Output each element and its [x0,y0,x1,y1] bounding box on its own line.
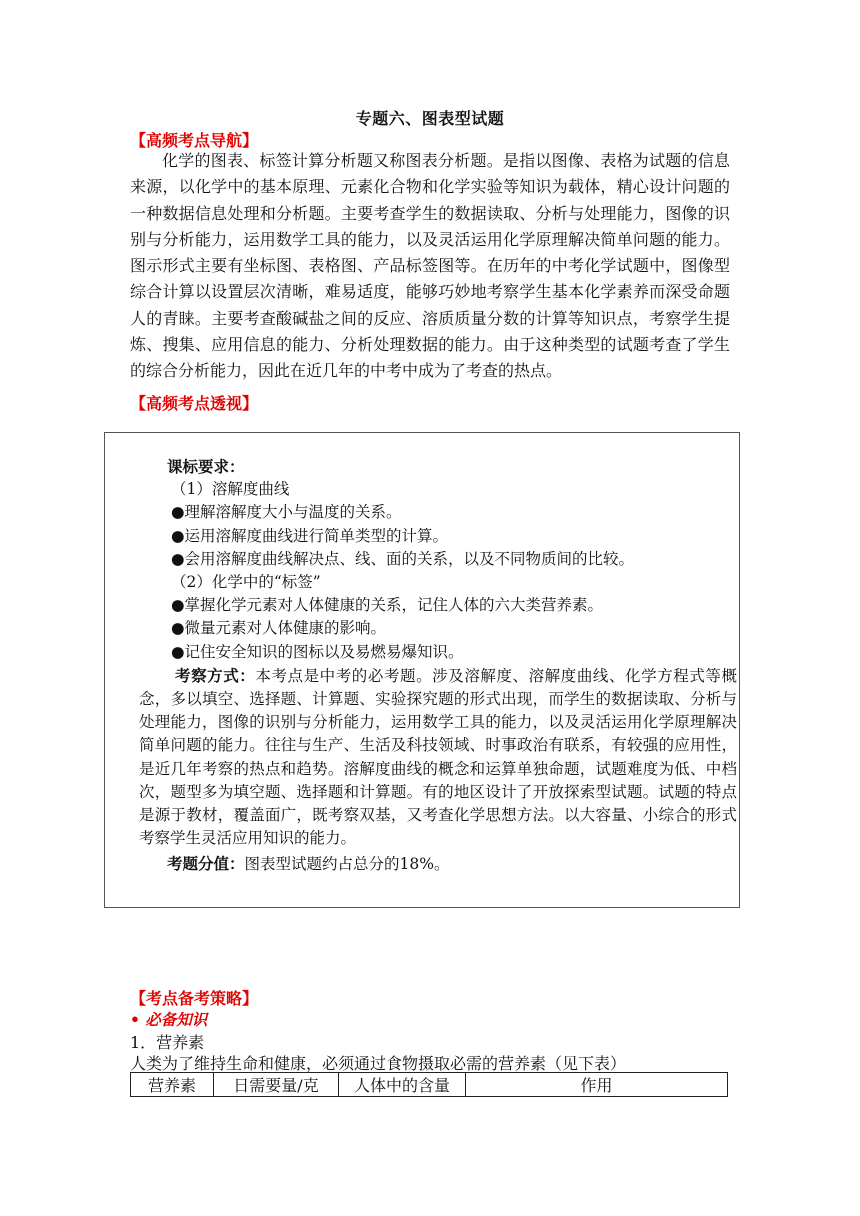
score-label: 考题分值： [167,854,245,874]
table-header-cell: 日需要量/克 [214,1073,339,1097]
section-heading: 1．营养素 [130,1033,205,1052]
table-header-cell: 作用 [466,1073,728,1097]
method-paragraph [139,664,737,851]
page-title: 专题六、图表型试题 [355,109,505,128]
nav-heading: 【高频考点导航】 [130,131,259,150]
table-header-cell: 人体中的含量 [339,1073,466,1097]
req-item: （1）溶解度曲线 [171,480,290,499]
score-text: 图表型试题约占总分的18%。 [244,855,450,874]
table-header-cell: 营养素 [131,1073,214,1097]
perspective-heading: 【高频考点透视】 [130,394,259,413]
nutrient-table [130,1072,728,1097]
requirements-box [104,432,740,908]
req-item: ●会用溶解度曲线解决点、线、面的关系，以及不同物质间的比较。 [171,549,635,568]
req-item: （2）化学中的“标签” [171,573,321,592]
req-item: ●理解溶解度大小与温度的关系。 [171,503,402,522]
req-item: ●记住安全知识的图标以及易燃易爆知识。 [171,642,464,661]
method-label: 考察方式： [175,665,256,685]
score-line [141,852,737,876]
nav-paragraph: 化学的图表、标签计算分析题又称图表分析题。是指以图像、表格为试题的信息来源，以化学中的基本原理、元素化合物和化学实验等知识为载体，精心设计问题的一种数据信息处理和分析题。主要考查学生的数据读取、分析与处理能力，图像的识别与分析能力，运用数学工具的能力，以及灵活运用化学原理解决简单问题的能力。图示形式主要有坐标图、表格图、产品标签图等。在历年的中考化学试题中，图像型综合计算以设置层次清晰，难易适度，能够巧妙地考察学生基本化学素养而深受命题人的青睐。主要考查酸碱盐之间的反应、溶质质量分数的计算等知识点，考察学生提炼、搜集、应用信息的能力、分析处理数据的能力。由于这种类型的试题考查了学生的综合分析能力，因此在近几年的中考中成为了考查的热点。 [130,151,730,381]
req-item: ●掌握化学元素对人体健康的关系，记住人体的六大类营养素。 [171,596,604,615]
method-text: 本考点是中考的必考题。涉及溶解度、溶解度曲线、化学方程式等概念，多以填空、选择题、计算题、实验探究题的形式出现，而学生的数据读取、分析与处理能力，图像的识别与分析能力，运用数学工具的能力，以及灵活运用化学原理解决简单问题的能力。往往与生产、生活及科技领域、时事政治有联系，有较强的应用性，是近几年考察的热点和趋势。溶解度曲线的概念和运算单独命题，试题难度为低、中档次，题型多为填空题、选择题和计算题。有的地区设计了开放探索型试题。试题的特点是源于教材，覆盖面广，既考察双基，又考查化学思想方法。以大容量、小综合的形式考察学生灵活应用知识的能力。 [139,666,737,848]
req-item: ●运用溶解度曲线进行简单类型的计算。 [171,526,449,545]
req-item: ●微量元素对人体健康的影响。 [171,619,387,638]
requirements-content [141,455,737,877]
must-know-heading: • 必备知识 [130,1010,208,1029]
table-header-row [131,1073,728,1097]
section-text: 人类为了维持生命和健康，必须通过食物摄取必需的营养素（见下表） [130,1054,627,1073]
req-label: 课标要求： [167,457,245,476]
strategy-heading: 【考点备考策略】 [130,989,259,1008]
